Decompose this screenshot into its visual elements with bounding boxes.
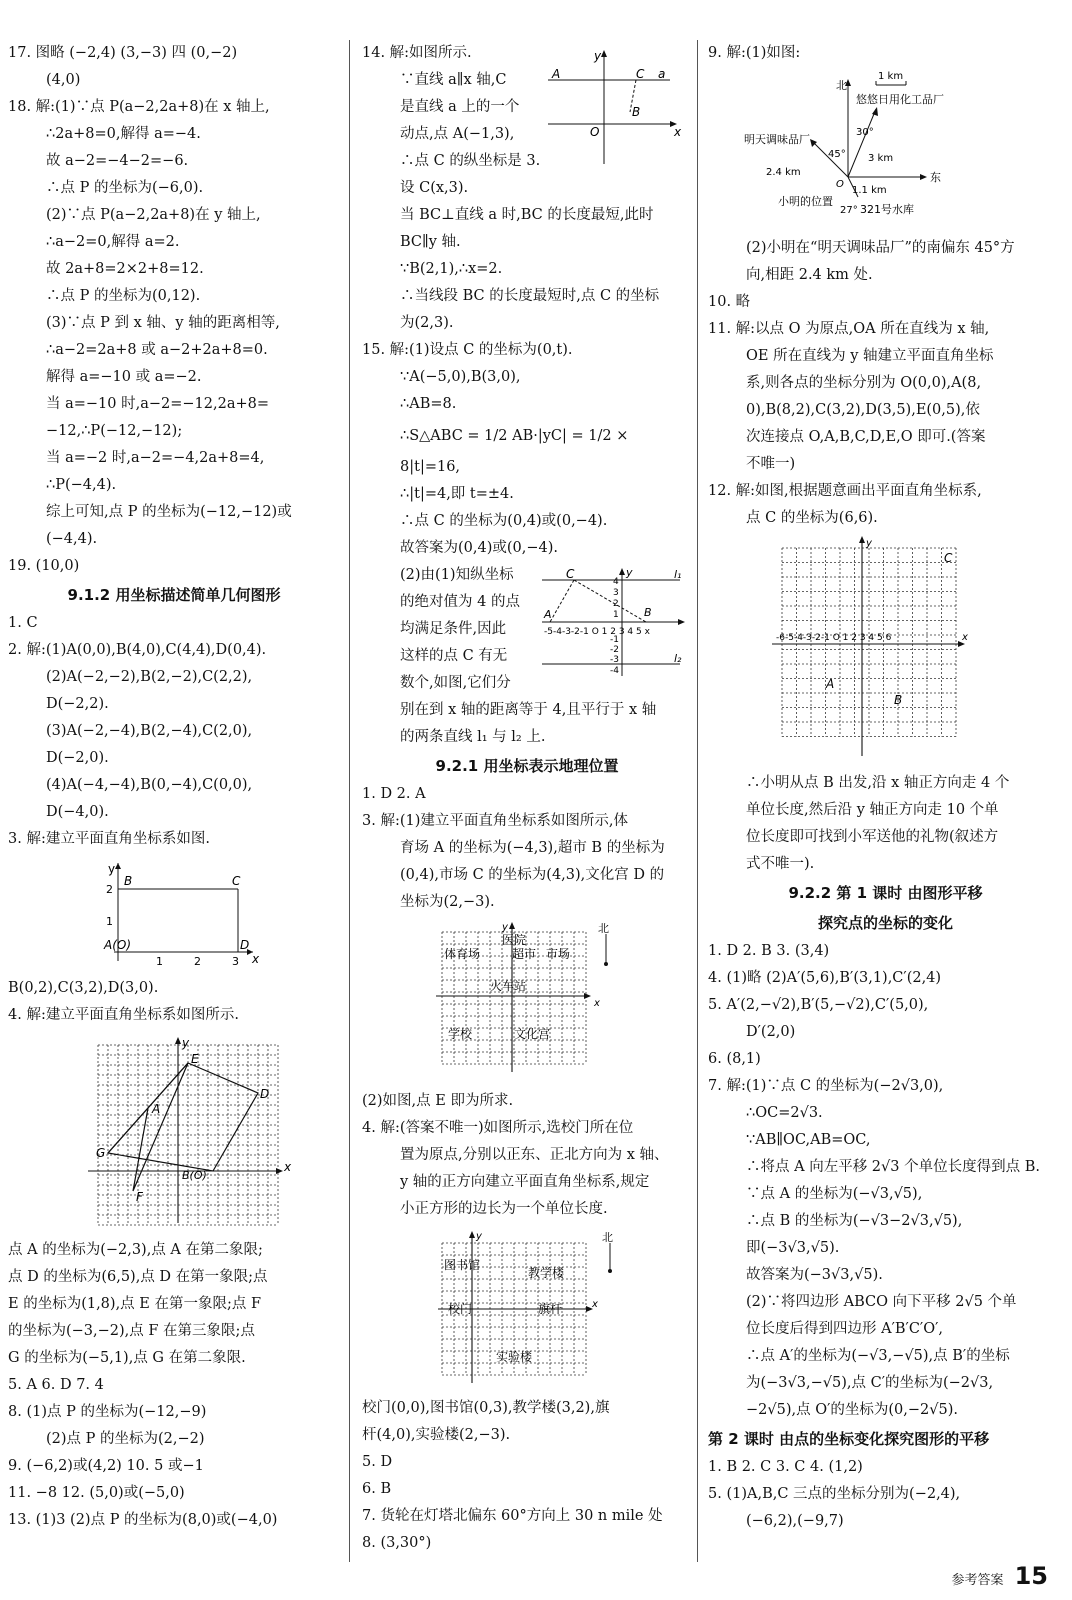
text-line: ∵AB∥OC,AB=OC,	[746, 1132, 871, 1148]
text-line: 单位长度,然后沿 y 轴正方向走 10 个单	[746, 802, 999, 818]
text-line: (2)∵将四边形 ABCO 向下平移 2√5 个单	[746, 1294, 1017, 1310]
place-label: 实验楼	[496, 1350, 533, 1364]
place-label: 校门	[448, 1302, 473, 1316]
text-line: 15. 解:(1)设点 C 的坐标为(0,t).	[362, 342, 573, 358]
text-line: 11. 解:以点 O 为原点,OA 所在直线为 x 轴,	[708, 321, 990, 337]
text-line: ∴点 C 的坐标为(0,4)或(0,−4).	[400, 513, 608, 529]
text-line: 校门(0,0),图书馆(0,3),教学楼(3,2),旗	[362, 1400, 610, 1416]
text-line: 6. (8,1)	[708, 1051, 761, 1067]
text-line: 不唯一)	[746, 456, 796, 472]
text-line: 别在到 x 轴的距离等于 4,且平行于 x 轴	[400, 702, 657, 718]
figure-school-map	[362, 1227, 692, 1391]
point-label-c: C	[566, 567, 575, 581]
text-line: 0),B(8,2),C(3,2),D(3,5),E(0,5),依	[746, 402, 980, 418]
text-line: ∴点 C 的纵坐标是 3.	[400, 153, 541, 169]
tick-label: -4	[610, 666, 619, 676]
point-label-d: D	[260, 1087, 270, 1101]
text-line: 次连接点 O,A,B,C,D,E,O 即可.(答案	[746, 429, 986, 445]
text-line: 动点,点 A(−1,3),	[400, 126, 515, 142]
text-line: 位长度后得到四边形 A′B′C′O′,	[746, 1321, 943, 1337]
page-number: 15	[1014, 1562, 1048, 1590]
text-line: (2)点 P 的坐标为(2,−2)	[46, 1431, 205, 1447]
point-label-c: C	[232, 874, 241, 888]
point-label-a: A	[552, 67, 561, 81]
text-line: (0,4),市场 C 的坐标为(4,3),文化宫 D 的	[400, 867, 665, 883]
text-line: 5. A 6. D 7. 4	[8, 1377, 104, 1393]
text-line: 数个,如图,它们分	[400, 675, 511, 691]
text-line: ∵B(2,1),∴x=2.	[400, 261, 503, 277]
place-label: 学校	[448, 1027, 473, 1041]
text-line: 当 a=−10 时,a−2=−12,2a+8=	[46, 396, 269, 412]
axis-label-y: y	[626, 566, 633, 579]
angle-label: 27°	[840, 205, 858, 216]
text-line: 4. 解:(答案不唯一)如图所示,选校门所在位	[362, 1120, 634, 1136]
axis-label-x: x	[594, 998, 600, 1009]
axis-label-y: y	[502, 922, 508, 933]
place-label: 医院	[502, 933, 527, 947]
text-line: ∴2a+8=0,解得 a=−4.	[46, 126, 201, 142]
place-label: 悠悠日用化工品厂	[856, 93, 944, 106]
tick-label: 2	[106, 883, 113, 896]
text-line: ∴AB=8.	[400, 396, 457, 412]
text-line: ∵A(−5,0),B(3,0),	[400, 369, 521, 385]
text-line: 9. 解:(1)如图:	[708, 45, 801, 61]
column-divider	[697, 40, 698, 1562]
text-line: ∴a−2=0,解得 a=2.	[46, 234, 180, 250]
text-line: 点 C 的坐标为(6,6).	[746, 510, 878, 526]
text-line: ∴当线段 BC 的长度最短时,点 C 的坐标	[400, 288, 660, 304]
text-line: (2)∵点 P(a−2,2a+8)在 y 轴上,	[46, 207, 261, 223]
text-line: 位长度即可找到小军送他的礼物(叙述方	[746, 829, 999, 845]
text-line: 杆(4,0),实验楼(2,−3).	[362, 1427, 511, 1443]
column-divider	[349, 40, 350, 1562]
text-line: 式不唯一).	[746, 856, 815, 872]
text-line: 4. 解:建立平面直角坐标系如图所示.	[8, 1007, 239, 1023]
place-label: 321号水库	[860, 203, 914, 216]
angle-label: 45°	[828, 149, 846, 160]
text-line: 8. (1)点 P 的坐标为(−12,−9)	[8, 1404, 207, 1420]
text-line: 14. 解:如图所示.	[362, 45, 472, 61]
axis-label-y: y	[108, 862, 116, 876]
text-line: 向,相距 2.4 km 处.	[746, 267, 873, 283]
text-line: D(−4,0).	[46, 804, 109, 820]
tick-label: 3	[232, 955, 239, 967]
place-label: 教学楼	[528, 1266, 565, 1280]
text-line: 当 a=−2 时,a−2=−4,2a+8=4,	[46, 450, 265, 466]
text-line: 点 D 的坐标为(6,5),点 D 在第一象限;点	[8, 1269, 268, 1285]
text-line: 故 a−2=−4−2=−6.	[46, 153, 189, 169]
text-line: 故答案为(−3√3,√5).	[746, 1267, 883, 1283]
figure-grid-12	[708, 536, 1063, 766]
text-line: 3. 解:建立平面直角坐标系如图.	[8, 831, 210, 847]
place-label: 火车站	[490, 979, 527, 993]
text-line: ∵点 A 的坐标为(−√3,√5),	[746, 1186, 923, 1202]
north-label: 北	[602, 1231, 613, 1244]
dotted-grid	[98, 1045, 278, 1225]
section-heading: 9.2.2 第 1 课时 由图形平移	[788, 884, 983, 902]
text-line: 点 A 的坐标为(−2,3),点 A 在第二象限;	[8, 1242, 263, 1258]
text-line: 18. 解:(1)∵点 P(a−2,2a+8)在 x 轴上,	[8, 99, 270, 115]
text-line: −2√5),点 O′的坐标为(0,−2√5).	[746, 1402, 958, 1418]
axis-label-x: x	[592, 1299, 598, 1310]
text-line: ∴OC=2√3.	[746, 1105, 823, 1121]
figure-rectangle-coords	[8, 857, 340, 971]
text-line: (2)由(1)知纵坐标	[400, 567, 514, 583]
point-label-f: F	[136, 1190, 143, 1204]
point-label-a: A	[152, 1102, 161, 1116]
column-3	[708, 40, 1063, 1535]
section-heading: 探究点的坐标的变化	[817, 914, 953, 932]
text-line: ∴将点 A 向左平移 2√3 个单位长度得到点 B.	[746, 1159, 1040, 1175]
line-label-l1: l₁	[674, 568, 682, 581]
text-line: 5. (1)A,B,C 三点的坐标分别为(−2,4),	[708, 1486, 961, 1502]
text-line: 系,则各点的坐标分别为 O(0,0),A(8,	[746, 375, 982, 391]
axis-label-y: y	[866, 538, 872, 549]
section-heading: 9.2.1 用坐标表示地理位置	[435, 757, 619, 775]
text-line: 的绝对值为 4 的点	[400, 594, 520, 610]
text-line: 6. B	[362, 1481, 392, 1497]
text-line: 5. D	[362, 1454, 393, 1470]
text-line: 为(−3√3,−√5),点 C′的坐标为(−2√3,	[746, 1375, 994, 1391]
origin-label: O	[836, 179, 844, 190]
axis-label-y: y	[594, 49, 602, 63]
point-label-b: B	[124, 874, 133, 888]
text-line: G 的坐标为(−5,1),点 G 在第二象限.	[8, 1350, 246, 1366]
place-label: 图书馆	[444, 1258, 481, 1272]
text-line: 育场 A 的坐标为(−4,3),超市 B 的坐标为	[400, 840, 665, 856]
text-line: B(0,2),C(3,2),D(3,0).	[8, 980, 159, 996]
text-line: ∵直线 a∥x 轴,C	[400, 72, 507, 88]
figure-direction-map	[708, 71, 1063, 231]
place-label: 文化宫	[514, 1027, 551, 1041]
text-line: −12,∴P(−12,−12);	[46, 423, 183, 439]
point-label-c: C	[636, 67, 645, 81]
tick-label: -1	[610, 635, 619, 645]
distance-label: 3 km	[868, 153, 894, 164]
text-line: ∴S△ABC = 1/2 AB·|yC| = 1/2 ×	[400, 428, 629, 444]
text-line: 11. −8 12. (5,0)或(−5,0)	[8, 1485, 185, 1501]
text-line: 5. A′(2,−√2),B′(5,−√2),C′(5,0),	[708, 997, 929, 1013]
point-label-b: B	[644, 606, 652, 619]
section-heading: 第 2 课时 由点的坐标变化探究图形的平移	[708, 1430, 990, 1448]
text-line: 3. 解:(1)建立平面直角坐标系如图所示,体	[362, 813, 628, 829]
distance-label: 1.1 km	[852, 185, 887, 196]
text-line: 当 BC⊥直线 a 时,BC 的长度最短,此时	[400, 207, 654, 223]
east-label: 东	[930, 171, 941, 184]
tick-label: -2	[610, 645, 619, 655]
text-line: 9. (−6,2)或(4,2) 10. 5 或−1	[8, 1458, 204, 1474]
text-line: (3)A(−2,−4),B(2,−4),C(2,0),	[46, 723, 253, 739]
point-label-b: B	[632, 105, 641, 119]
text-line: BC∥y 轴.	[400, 234, 461, 250]
text-line: 7. 货轮在灯塔北偏东 60°方向上 30 n mile 处	[362, 1508, 663, 1524]
point-label-g: G	[96, 1146, 106, 1160]
tick-label: 3	[613, 588, 619, 598]
place-label: 小明的位置	[778, 195, 833, 208]
origin-label: O	[590, 125, 600, 139]
place-label: 旗杆	[538, 1302, 563, 1316]
text-line: ∴点 A′的坐标为(−√3,−√5),点 B′的坐标	[746, 1348, 1010, 1364]
text-line: ∴P(−4,4).	[46, 477, 117, 493]
text-line: 10. 略	[708, 294, 751, 310]
text-line: 的坐标为(−3,−2),点 F 在第三象限;点	[8, 1323, 255, 1339]
figure-lines-l1-l2	[540, 566, 690, 682]
text-line: y 轴的正方向建立平面直角坐标系,规定	[400, 1174, 650, 1190]
tick-label: 2	[194, 955, 201, 967]
tick-label: 4	[613, 577, 619, 587]
north-label: 北	[836, 79, 847, 92]
point-label-d: D	[240, 938, 250, 952]
text-line: 12. 解:如图,根据题意画出平面直角坐标系,	[708, 483, 982, 499]
tick-label: 1	[613, 610, 619, 620]
section-heading: 9.1.2 用坐标描述简单几何图形	[67, 586, 281, 604]
tick-label: -3	[610, 655, 619, 665]
axis-label-x: x	[252, 952, 260, 966]
text-line: (2)如图,点 E 即为所求.	[362, 1093, 514, 1109]
text-line: 8|t|=16,	[400, 459, 461, 475]
text-line: 解得 a=−10 或 a=−2.	[46, 369, 202, 385]
text-line: 17. 图略 (−2,4) (3,−3) 四 (0,−2)	[8, 45, 238, 61]
tick-label: 1	[156, 955, 163, 967]
text-line: ∴点 B 的坐标为(−√3−2√3,√5),	[746, 1213, 963, 1229]
tick-label: 1	[106, 915, 113, 928]
col1-block-a	[8, 40, 340, 580]
text-line: D′(2,0)	[746, 1024, 796, 1040]
figure-quadrilateral-grid	[8, 1033, 340, 1233]
text-line: ∴小明从点 B 出发,沿 x 轴正方向走 4 个	[746, 775, 1010, 791]
point-label-e: E	[191, 1052, 199, 1066]
x-axis-ticks: -6-5-4-3-2-1 O 1 2 3 4 5 6	[776, 633, 892, 643]
point-label-b: B(O)	[182, 1169, 207, 1182]
page-footer	[951, 1562, 1048, 1590]
text-line: OE 所在直线为 y 轴建立平面直角坐标	[746, 348, 994, 364]
text-line: 设 C(x,3).	[400, 180, 469, 196]
text-line: (2)小明在“明天调味品厂”的南偏东 45°方	[746, 240, 1015, 256]
line-label-l2: l₂	[674, 652, 682, 665]
text-line: 的两条直线 l₁ 与 l₂ 上.	[400, 729, 546, 745]
text-line: 故答案为(0,4)或(0,−4).	[400, 540, 559, 556]
text-line: (2)A(−2,−2),B(2,−2),C(2,2),	[46, 669, 253, 685]
text-line: 坐标为(2,−3).	[400, 894, 495, 910]
x-axis-ticks: -5-4-3-2-1 O 1 2 3 4 5 x	[544, 627, 650, 637]
text-line: 1. B 2. C 3. C 4. (1,2)	[708, 1459, 863, 1475]
text-line: ∴点 P 的坐标为(0,12).	[46, 288, 201, 304]
text-line: 即(−3√3,√5).	[746, 1240, 840, 1256]
text-line: D(−2,2).	[46, 696, 109, 712]
place-label: 市场	[546, 947, 571, 961]
text-line: 置为原点,分别以正东、正北方向为 x 轴、	[400, 1147, 669, 1163]
distance-label: 2.4 km	[766, 167, 801, 178]
figure-town-map	[362, 920, 692, 1084]
text-line: 这样的点 C 有无	[400, 648, 508, 664]
place-label: 明天调味品厂	[744, 133, 810, 146]
text-line: 综上可知,点 P 的坐标为(−12,−12)或	[46, 504, 292, 520]
point-label-a: A(O)	[104, 938, 132, 952]
text-line: 是直线 a 上的一个	[400, 99, 520, 115]
text-line: ∴|t|=4,即 t=±4.	[400, 486, 514, 502]
figure-line-a	[544, 46, 684, 170]
text-line: 1. D 2. B 3. (3,4)	[708, 943, 830, 959]
text-line: 故 2a+8=2×2+8=12.	[46, 261, 204, 277]
text-line: 1. D 2. A	[362, 786, 426, 802]
text-line: 为(2,3).	[400, 315, 454, 331]
place-label: 超市	[512, 947, 537, 961]
text-line: 8. (3,30°)	[362, 1535, 432, 1551]
text-line: 4. (1)略 (2)A′(5,6),B′(3,1),C′(2,4)	[708, 970, 942, 986]
place-label: 体育场	[444, 947, 481, 961]
north-label: 北	[598, 922, 609, 935]
text-line: (−6,2),(−9,7)	[746, 1513, 844, 1529]
point-label-a: A	[544, 608, 552, 621]
text-line: 19. (10,0)	[8, 558, 80, 574]
text-line: D(−2,0).	[46, 750, 109, 766]
point-label-a: A	[826, 677, 835, 691]
text-line: 13. (1)3 (2)点 P 的坐标为(8,0)或(−4,0)	[8, 1512, 278, 1528]
text-line: ∴点 P 的坐标为(−6,0).	[46, 180, 204, 196]
text-line: 7. 解:(1)∵点 C 的坐标为(−2√3,0),	[708, 1078, 944, 1094]
text-line: (3)∵点 P 到 x 轴、y 轴的距离相等,	[46, 315, 280, 331]
text-line: 小正方形的边长为一个单位长度.	[400, 1201, 608, 1217]
angle-label: 30°	[856, 127, 874, 138]
footer-label: 参考答案	[951, 1573, 1004, 1588]
text-line: ∴a−2=2a+8 或 a−2+2a+8=0.	[46, 342, 268, 358]
line-label-a: a	[658, 67, 666, 81]
point-label-c: C	[944, 551, 953, 565]
column-1	[8, 40, 340, 1534]
text-line: E 的坐标为(1,8),点 E 在第一象限;点 F	[8, 1296, 262, 1312]
text-line: 1. C	[8, 615, 38, 631]
text-line: (4)A(−4,−4),B(0,−4),C(0,0),	[46, 777, 253, 793]
axis-label-y: y	[182, 1036, 190, 1050]
axis-label-x: x	[962, 632, 968, 643]
column-2	[362, 40, 692, 1557]
text-line: 均满足条件,因此	[400, 621, 507, 637]
point-label-b: B	[894, 693, 903, 707]
scale-label: 1 km	[878, 71, 904, 82]
text-line: (−4,4).	[46, 531, 98, 547]
tick-label: 2	[613, 599, 619, 609]
text-line: (4,0)	[46, 72, 81, 88]
text-line: 2. 解:(1)A(0,0),B(4,0),C(4,4),D(0,4).	[8, 642, 267, 658]
axis-label-x: x	[284, 1160, 292, 1174]
axis-label-y: y	[476, 1231, 482, 1242]
axis-label-x: x	[674, 125, 682, 139]
